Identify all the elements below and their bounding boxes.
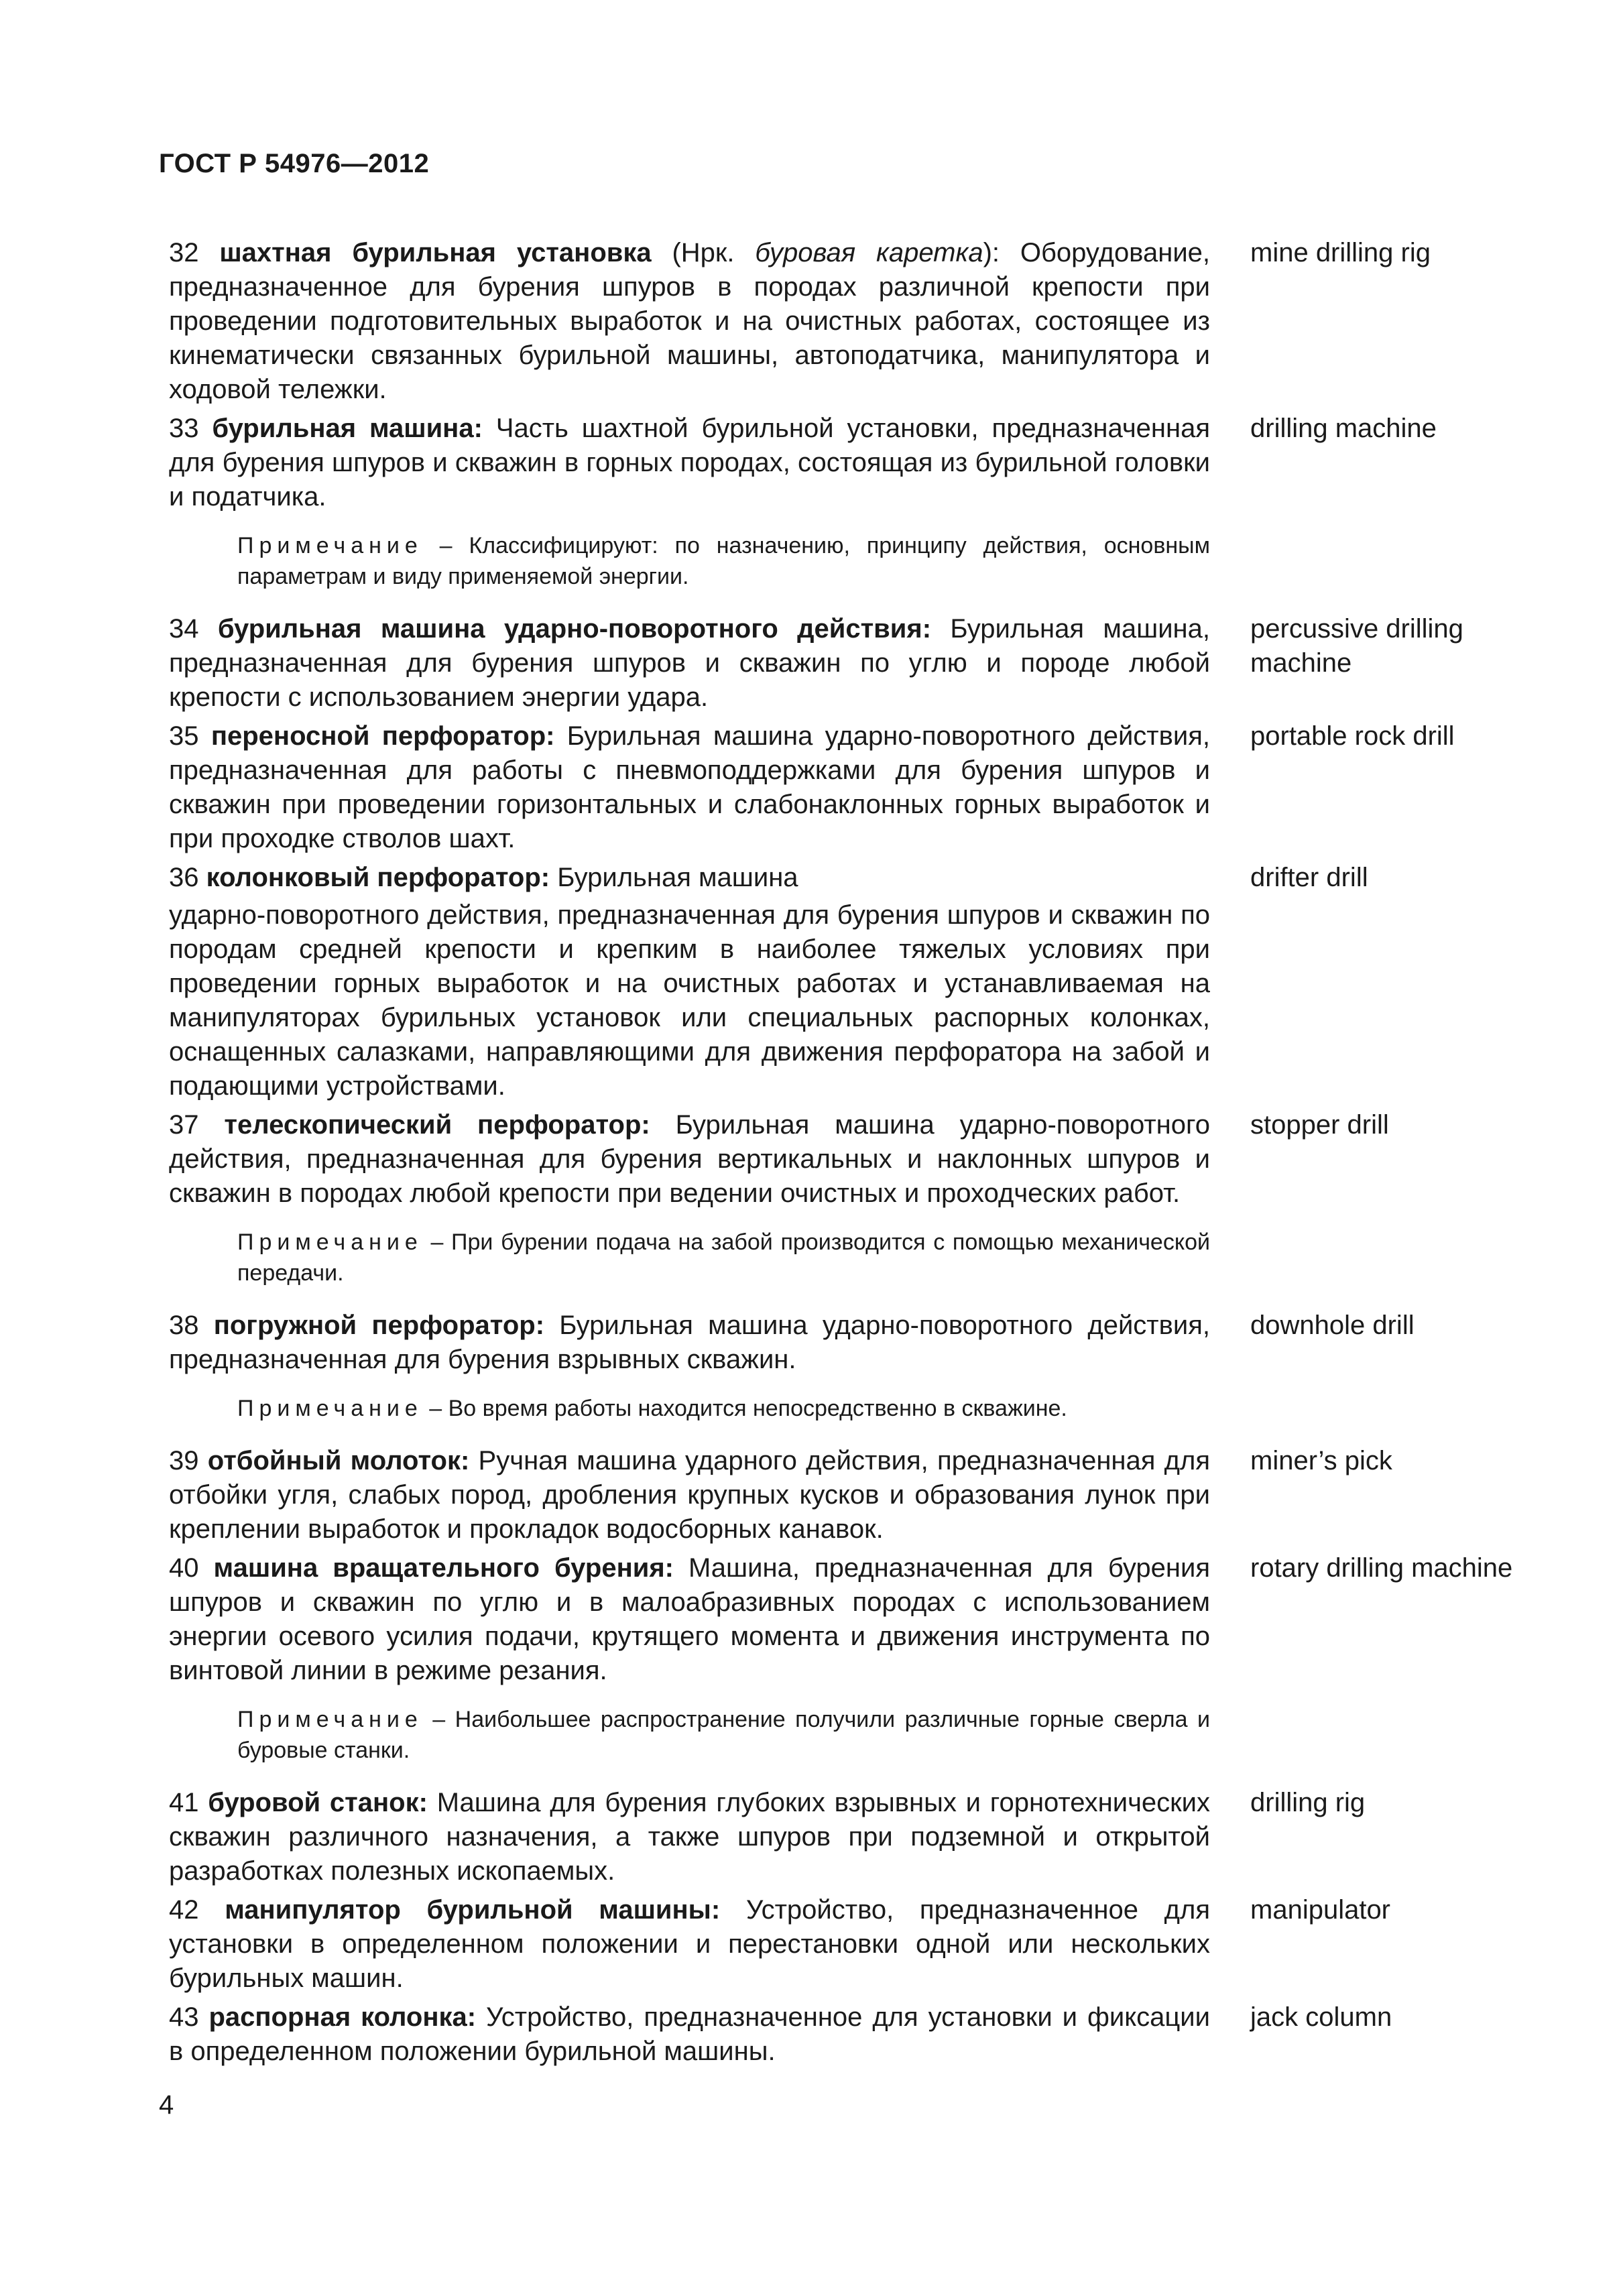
term-definition bbox=[169, 1444, 1210, 1547]
term-definition bbox=[169, 1309, 1210, 1377]
term-title: машина вращательного бурения: bbox=[213, 1553, 674, 1583]
note-38 bbox=[169, 1393, 1210, 1424]
page-number: 4 bbox=[159, 2090, 174, 2120]
term-definition bbox=[169, 1551, 1210, 1688]
term-definition bbox=[169, 719, 1210, 856]
term-def-text: Машина для бурения глубоких взрывных и горнотехнических скважин различного назначения, а также шпуров при подземной и открытой разработках полезных ископаемых. bbox=[169, 1788, 1210, 1886]
note-text: – При бурении подача на забой производится с помощью механической передачи. bbox=[237, 1229, 1210, 1286]
term-english: portable rock drill bbox=[1250, 721, 1455, 751]
term-def-text: Ручная машина ударного действия, предназначенная для отбойки угля, слабых пород, дробления крупных кусков и образования лунок при креплении выработок и прокладок водосборных канавок. bbox=[169, 1446, 1210, 1544]
note-33 bbox=[169, 530, 1210, 592]
term-def-text: ): Оборудование, предназначенное для бурения шпуров в породах различной крепости при проведении подготовительных выработок и на очистных работах, состоящее из кинематически связанных бурильной машины, автоподатчика, манипулятора и ходовой тележки. bbox=[169, 238, 1211, 404]
term-number: 40 bbox=[169, 1553, 199, 1583]
term-title: бурильная машина: bbox=[212, 414, 483, 443]
note-label: Примечание bbox=[237, 1707, 423, 1732]
term-definition bbox=[169, 1786, 1210, 1888]
term-entry-35 bbox=[169, 719, 1550, 856]
note-label: Примечание bbox=[237, 533, 423, 558]
term-title: погружной перфоратор: bbox=[213, 1311, 545, 1340]
term-title: распорная колонка: bbox=[208, 2002, 477, 2032]
term-english: stopper drill bbox=[1250, 1110, 1389, 1140]
term-number: 42 bbox=[169, 1895, 199, 1925]
term-number: 34 bbox=[169, 614, 199, 644]
term-definition bbox=[169, 236, 1210, 407]
term-entry-40 bbox=[169, 1551, 1550, 1688]
term-title: буровой станок: bbox=[208, 1788, 428, 1817]
term-definition bbox=[169, 412, 1210, 514]
term-title: телескопический перфоратор: bbox=[224, 1110, 650, 1140]
term-english: miner’s pick bbox=[1250, 1446, 1392, 1475]
term-english: manipulator bbox=[1250, 1895, 1391, 1925]
term-def-text: Часть шахтной бурильной установки, предназначенная для бурения шпуров и скважин в горных породах, состоящая из бурильной головки и податчика. bbox=[169, 414, 1211, 511]
term-entry-42 bbox=[169, 1893, 1550, 1996]
term-def-text-continued: ударно-поворотного действия, предназначенная для бурения шпуров и скважин по породам средней крепости и крепким в наиболее тяжелых условиях при проведении горных выработок и на очистных работах и устанавливаемая на манипуляторах бурильных установок или специальных распорных колонках, оснащенных салазками, направляющими для движения перфоратора на забой и подающими устройствами. bbox=[169, 900, 1210, 1101]
term-definition bbox=[169, 1893, 1210, 1996]
term-italic: буровая каретка bbox=[755, 238, 983, 267]
term-english: percussive drilling machine bbox=[1250, 614, 1463, 678]
term-title: шахтная бурильная установка bbox=[219, 238, 652, 267]
term-entry-41 bbox=[169, 1786, 1550, 1888]
term-definition bbox=[169, 1108, 1210, 1211]
term-definition bbox=[169, 861, 1210, 1103]
term-def-text: Бурильная машина ударно-поворотного действия, предназначенная для бурения вертикальных и наклонных шпуров и скважин в породах любой крепости при ведении очистных и проходческих работ. bbox=[169, 1110, 1210, 1208]
term-title: отбойный молоток: bbox=[207, 1446, 470, 1475]
note-40 bbox=[169, 1704, 1210, 1766]
term-number: 33 bbox=[169, 414, 199, 443]
term-entry-34 bbox=[169, 612, 1550, 715]
term-def-text: Бурильная машина ударно-поворотного действия, предназначенная для бурения взрывных скважин. bbox=[169, 1311, 1210, 1374]
term-number: 41 bbox=[169, 1788, 199, 1817]
term-english: jack column bbox=[1250, 2002, 1392, 2032]
term-number: 39 bbox=[169, 1446, 199, 1475]
term-number: 37 bbox=[169, 1110, 199, 1140]
term-pre: (Нрк. bbox=[651, 238, 756, 267]
term-def-text: Бурильная машина ударно-поворотного действия, предназначенная для работы с пневмоподдержками для бурения шпуров и скважин при проведении горизонтальных и слабонаклонных горных выработок и при проходке стволов шахт. bbox=[169, 721, 1210, 853]
term-def-text: Бурильная машина bbox=[550, 863, 798, 892]
term-english: mine drilling rig bbox=[1250, 238, 1431, 267]
term-english: downhole drill bbox=[1250, 1311, 1415, 1340]
term-number: 38 bbox=[169, 1311, 199, 1340]
note-label: Примечание bbox=[237, 1396, 423, 1421]
term-english: drifter drill bbox=[1250, 863, 1368, 892]
term-number: 43 bbox=[169, 2002, 199, 2032]
term-entry-36 bbox=[169, 861, 1550, 1103]
term-entry-32 bbox=[169, 236, 1550, 407]
term-title: колонковый перфоратор: bbox=[206, 863, 550, 892]
term-entry-39 bbox=[169, 1444, 1550, 1547]
term-english: drilling machine bbox=[1250, 414, 1437, 443]
note-label: Примечание bbox=[237, 1229, 423, 1255]
note-text: – Наибольшее распространение получили различные горные сверла и буровые станки. bbox=[237, 1707, 1210, 1763]
term-definition bbox=[169, 2000, 1210, 2069]
note-37 bbox=[169, 1227, 1210, 1288]
note-text: – Во время работы находится непосредственно в скважине. bbox=[422, 1396, 1067, 1421]
document-header: ГОСТ Р 54976—2012 bbox=[159, 149, 430, 178]
term-entry-33 bbox=[169, 412, 1550, 514]
term-def-text: Устройство, предназначенное для установки в определенном положении и перестановки одной или нескольких бурильных машин. bbox=[169, 1895, 1210, 1993]
term-entry-37 bbox=[169, 1108, 1550, 1211]
term-english: rotary drilling machine bbox=[1250, 1553, 1513, 1583]
term-definition bbox=[169, 612, 1210, 715]
term-english: drilling rig bbox=[1250, 1788, 1366, 1817]
term-def-text: Машина, предназначенная для бурения шпуров и скважин по углю и в малоабразивных породах с использованием энергии осевого усилия подачи, крутящего момента и движения инструмента по винтовой линии в режиме резания. bbox=[169, 1553, 1211, 1685]
term-title: бурильная машина ударно-поворотного действия: bbox=[217, 614, 932, 644]
term-number: 32 bbox=[169, 238, 199, 267]
term-title: переносной перфоратор: bbox=[211, 721, 555, 751]
term-entry-38 bbox=[169, 1309, 1550, 1377]
term-number: 35 bbox=[169, 721, 199, 751]
term-def-text: Устройство, предназначенное для установки и фиксации в определенном положении бурильной машины. bbox=[169, 2002, 1210, 2066]
term-title: манипулятор бурильной машины: bbox=[225, 1895, 721, 1925]
term-number: 36 bbox=[169, 863, 199, 892]
term-def-text: Бурильная машина, предназначенная для бурения шпуров и скважин по углю и породе любой крепости с использованием энергии удара. bbox=[169, 614, 1211, 712]
note-text: – Классифицируют: по назначению, принципу действия, основным параметрам и виду применяемой энергии. bbox=[237, 533, 1210, 589]
term-entry-43 bbox=[169, 2000, 1550, 2069]
terms-list bbox=[169, 236, 1550, 2069]
